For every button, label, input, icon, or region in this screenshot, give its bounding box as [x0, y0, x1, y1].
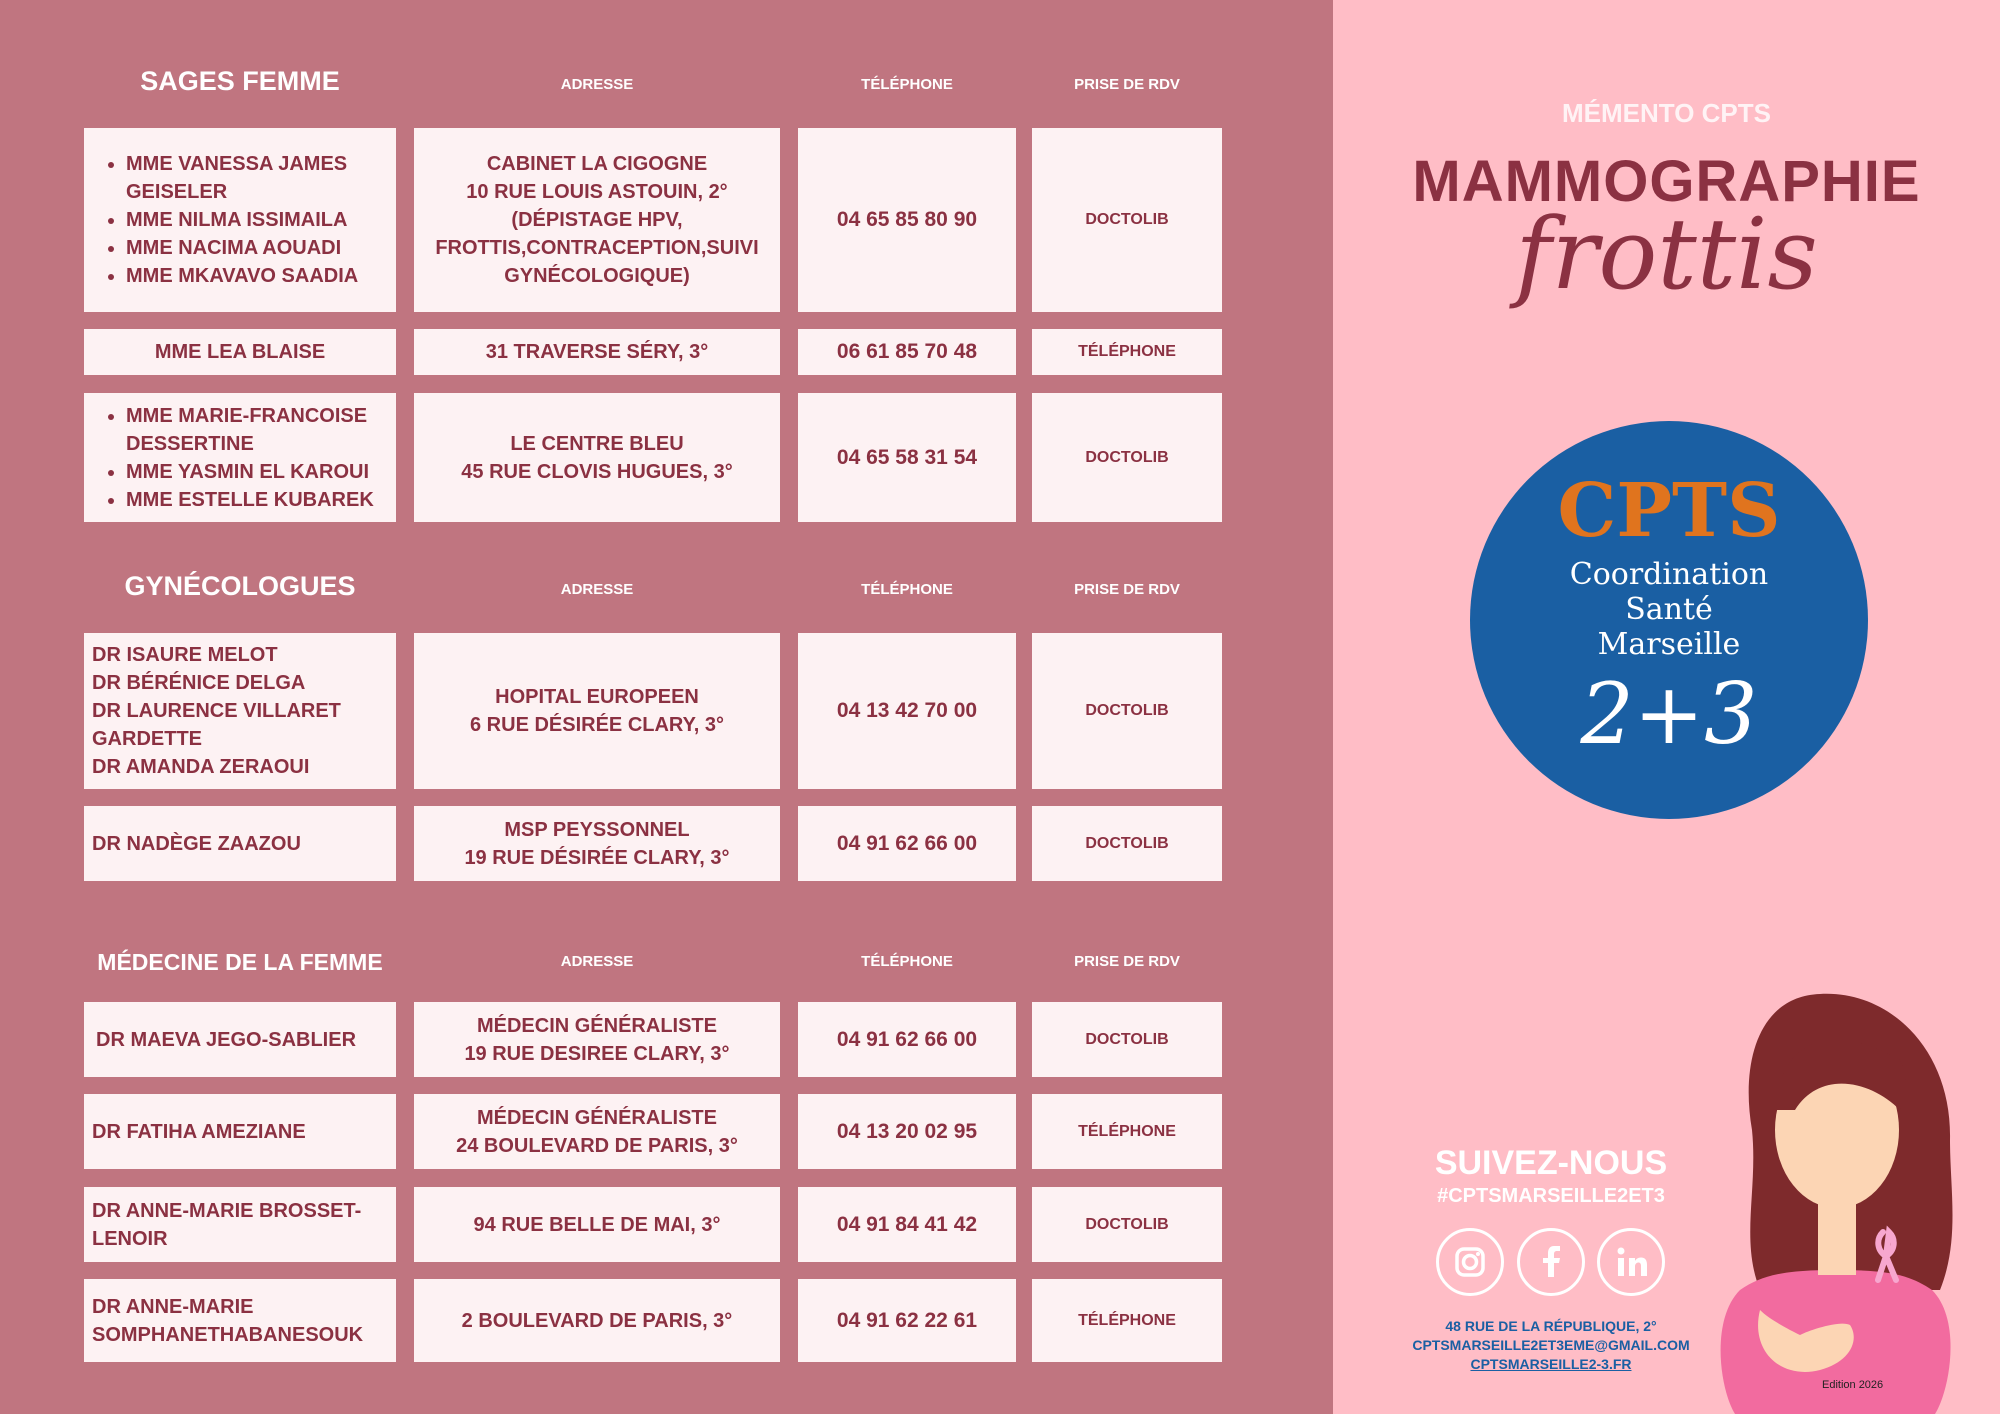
phone-cell[interactable]: 04 91 62 66 00: [798, 806, 1016, 881]
practitioner-names: DR ANNE-MARIE BROSSET- LENOIR: [84, 1187, 396, 1262]
phone-cell[interactable]: 04 13 20 02 95: [798, 1094, 1016, 1169]
phone-cell[interactable]: 04 91 62 22 61: [798, 1279, 1016, 1362]
logo-line: Santé: [1625, 592, 1713, 627]
address-cell: HOPITAL EUROPEEN 6 RUE DÉSIRÉE CLARY, 3°: [414, 633, 780, 789]
address-cell: LE CENTRE BLEU 45 RUE CLOVIS HUGUES, 3°: [414, 393, 780, 522]
address-cell: MÉDECIN GÉNÉRALISTE 19 RUE DESIREE CLARY, 3°: [414, 1002, 780, 1077]
logo-line: Coordination: [1569, 557, 1769, 592]
col-header-phone: TÉLÉPHONE: [861, 581, 953, 598]
neck: [1818, 1200, 1856, 1275]
woman-illustration: [1700, 990, 1970, 1414]
address-cell: CABINET LA CIGOGNE 10 RUE LOUIS ASTOUIN, 2° (DÉPISTAGE HPV, FROTTIS,CONTRACEPTION,SUIVI GYNÉCOLOGIQUE): [414, 128, 780, 312]
section-title-medecine-femme: MÉDECINE DE LA FEMME: [97, 949, 383, 975]
col-header-rdv: PRISE DE RDV: [1074, 953, 1180, 970]
logo-line: Marseille: [1597, 627, 1741, 662]
practitioner-names: DR ISAURE MELOT DR BÉRÉNICE DELGA DR LAURENCE VILLARET GARDETTE DR AMANDA ZERAOUI: [84, 633, 396, 789]
phone-cell[interactable]: 04 91 84 41 42: [798, 1187, 1016, 1262]
website-link[interactable]: CPTSMARSEILLE2-3.FR: [1470, 1356, 1632, 1372]
phone-cell[interactable]: 06 61 85 70 48: [798, 329, 1016, 375]
phone-cell[interactable]: 04 65 85 80 90: [798, 128, 1016, 312]
rdv-cell: DOCTOLIB: [1032, 806, 1222, 881]
col-header-rdv: PRISE DE RDV: [1074, 581, 1180, 598]
practitioner-names: • MME VANESSA JAMES GEISELER • MME NILMA ISSIMAILA • MME NACIMA AOUADI • MME MKAVAVO SAADIA: [84, 128, 396, 312]
postal-address: 48 RUE DE LA RÉPUBLIQUE, 2°: [1445, 1318, 1657, 1334]
facebook-icon[interactable]: [1517, 1228, 1585, 1296]
col-header-address: ADRESSE: [560, 953, 634, 970]
practitioner-names: DR FATIHA AMEZIANE: [84, 1094, 396, 1169]
col-header-phone: TÉLÉPHONE: [861, 76, 953, 93]
practitioner-names: DR MAEVA JEGO-SABLIER: [84, 1002, 396, 1077]
rdv-cell: DOCTOLIB: [1032, 1002, 1222, 1077]
email-link[interactable]: CPTSMARSEILLE2ET3EME@GMAIL.COM: [1412, 1337, 1690, 1353]
col-header-address: ADRESSE: [560, 76, 634, 93]
address-cell: 31 TRAVERSE SÉRY, 3°: [414, 329, 780, 375]
section-title-gynecologues: GYNÉCOLOGUES: [124, 571, 356, 601]
phone-cell[interactable]: 04 13 42 70 00: [798, 633, 1016, 789]
col-header-rdv: PRISE DE RDV: [1074, 76, 1180, 93]
address-cell: 94 RUE BELLE DE MAI, 3°: [414, 1187, 780, 1262]
address-cell: MSP PEYSSONNEL 19 RUE DÉSIRÉE CLARY, 3°: [414, 806, 780, 881]
main-title: MAMMOGRAPHIE: [1412, 149, 1921, 214]
col-header-address: ADRESSE: [560, 581, 634, 598]
rdv-cell: TÉLÉPHONE: [1032, 1094, 1222, 1169]
logo-number: 2+3: [1580, 665, 1758, 763]
subtitle-script: frottis: [1515, 198, 1818, 312]
col-header-phone: TÉLÉPHONE: [861, 953, 953, 970]
phone-cell[interactable]: 04 65 58 31 54: [798, 393, 1016, 522]
logo-brand: CPTS: [1557, 468, 1781, 554]
linkedin-icon[interactable]: [1597, 1228, 1665, 1296]
rdv-cell: DOCTOLIB: [1032, 393, 1222, 522]
practitioner-names: MME LEA BLAISE: [84, 329, 396, 375]
instagram-icon[interactable]: [1436, 1228, 1504, 1296]
rdv-cell: DOCTOLIB: [1032, 633, 1222, 789]
hashtag: #CPTSMARSEILLE2ET3: [1437, 1185, 1665, 1207]
address-cell: 2 BOULEVARD DE PARIS, 3°: [414, 1279, 780, 1362]
rdv-cell: TÉLÉPHONE: [1032, 329, 1222, 375]
practitioner-names: • MME MARIE-FRANCOISE DESSERTINE • MME YASMIN EL KAROUI • MME ESTELLE KUBAREK: [84, 393, 396, 522]
phone-cell[interactable]: 04 91 62 66 00: [798, 1002, 1016, 1077]
edition-label: Edition 2026: [1822, 1379, 1884, 1391]
practitioner-names: DR NADÈGE ZAAZOU: [84, 806, 396, 881]
section-title-sages-femme: SAGES FEMME: [140, 66, 340, 96]
rdv-cell: DOCTOLIB: [1032, 1187, 1222, 1262]
follow-heading: SUIVEZ-NOUS: [1434, 1144, 1668, 1182]
memento-label: MÉMENTO CPTS: [1562, 98, 1771, 128]
rdv-cell: DOCTOLIB: [1032, 128, 1222, 312]
rdv-cell: TÉLÉPHONE: [1032, 1279, 1222, 1362]
practitioner-names: DR ANNE-MARIE SOMPHANETHABANESOUK: [84, 1279, 396, 1362]
address-cell: MÉDECIN GÉNÉRALISTE 24 BOULEVARD DE PARIS, 3°: [414, 1094, 780, 1169]
